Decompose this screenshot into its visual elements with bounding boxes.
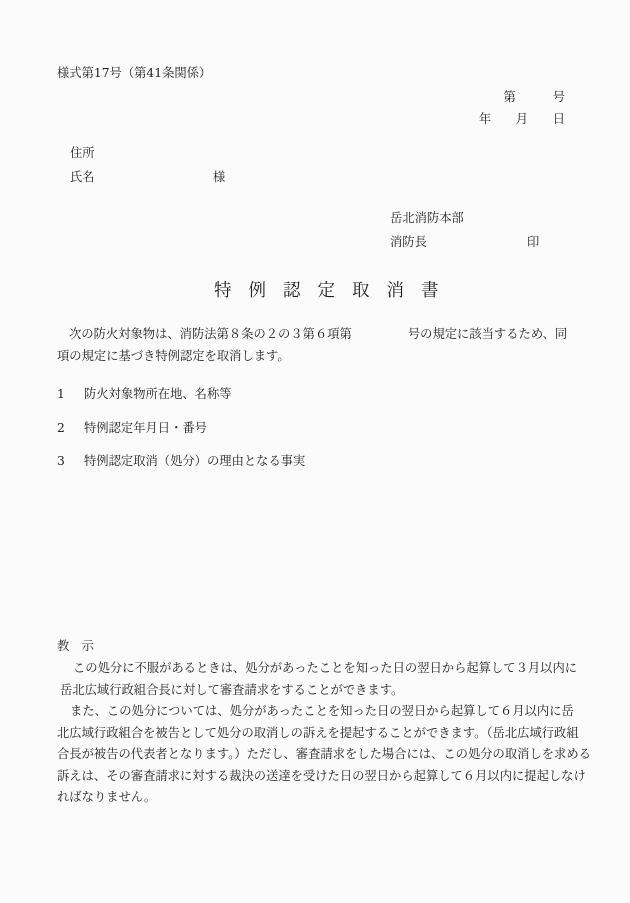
item-number: 3 — [57, 454, 65, 468]
body-text-before-blank: 次の防火対象物は、消防法第８条の２の３第６項第 — [69, 327, 352, 341]
item-row — [57, 388, 232, 400]
name-label: 氏名 — [70, 170, 95, 184]
body-paragraph-line1 — [57, 328, 567, 340]
notice-heading: 教 示 — [57, 639, 94, 653]
issuer-organization: 岳北消防本部 — [390, 211, 464, 225]
doc-number-line: 第 号 — [503, 90, 565, 104]
notice-line: 合長が被告の代表者となります。）ただし、審査請求をした場合には、この処分の取消しを求める — [57, 747, 591, 761]
notice-line: この処分に不服があるときは、処分があったことを知った日の翌日から起算して３月以内に — [73, 661, 578, 675]
date-line: 年 月 日 — [478, 112, 565, 126]
address-label: 住所 — [70, 146, 95, 160]
notice-line: ればなりません。 — [57, 790, 157, 804]
form-number: 様式第17号（第41条関係） — [57, 66, 212, 80]
notice-line: 訴えは、その審査請求に対する裁決の送達を受けた日の翌日から起算して６月以内に提起しなけ — [57, 769, 586, 783]
notice-line: また、この処分については、処分があったことを知った日の翌日から起算して６月以内に岳 — [70, 704, 574, 718]
item-number: 1 — [57, 387, 65, 401]
addressee-honorific: 様 — [213, 170, 226, 184]
item-number: 2 — [57, 421, 65, 435]
item-row — [57, 455, 305, 467]
item-label: 特例認定年月日・番号 — [84, 421, 207, 435]
item-label: 特例認定取消（処分）の理由となる事実 — [84, 454, 306, 468]
body-text-after-blank: 号の規定に該当するため、同 — [407, 327, 568, 341]
body-paragraph-line2: 項の規定に基づき特例認定を取消します。 — [57, 348, 290, 363]
document-title: 特例認定取消書 — [214, 281, 456, 301]
notice-line: 岳北広域行政組合長に対して審査請求をすることができます。 — [60, 683, 404, 697]
seal-label: 印 — [527, 235, 540, 249]
item-label: 防火対象物所在地、名称等 — [84, 387, 232, 401]
issuer-title: 消防長 — [390, 235, 427, 249]
notice-line: 北広域行政組合を被告として処分の取消しの訴えを提起することができます。（岳北広域行政組 — [57, 726, 579, 740]
item-row — [57, 422, 207, 434]
